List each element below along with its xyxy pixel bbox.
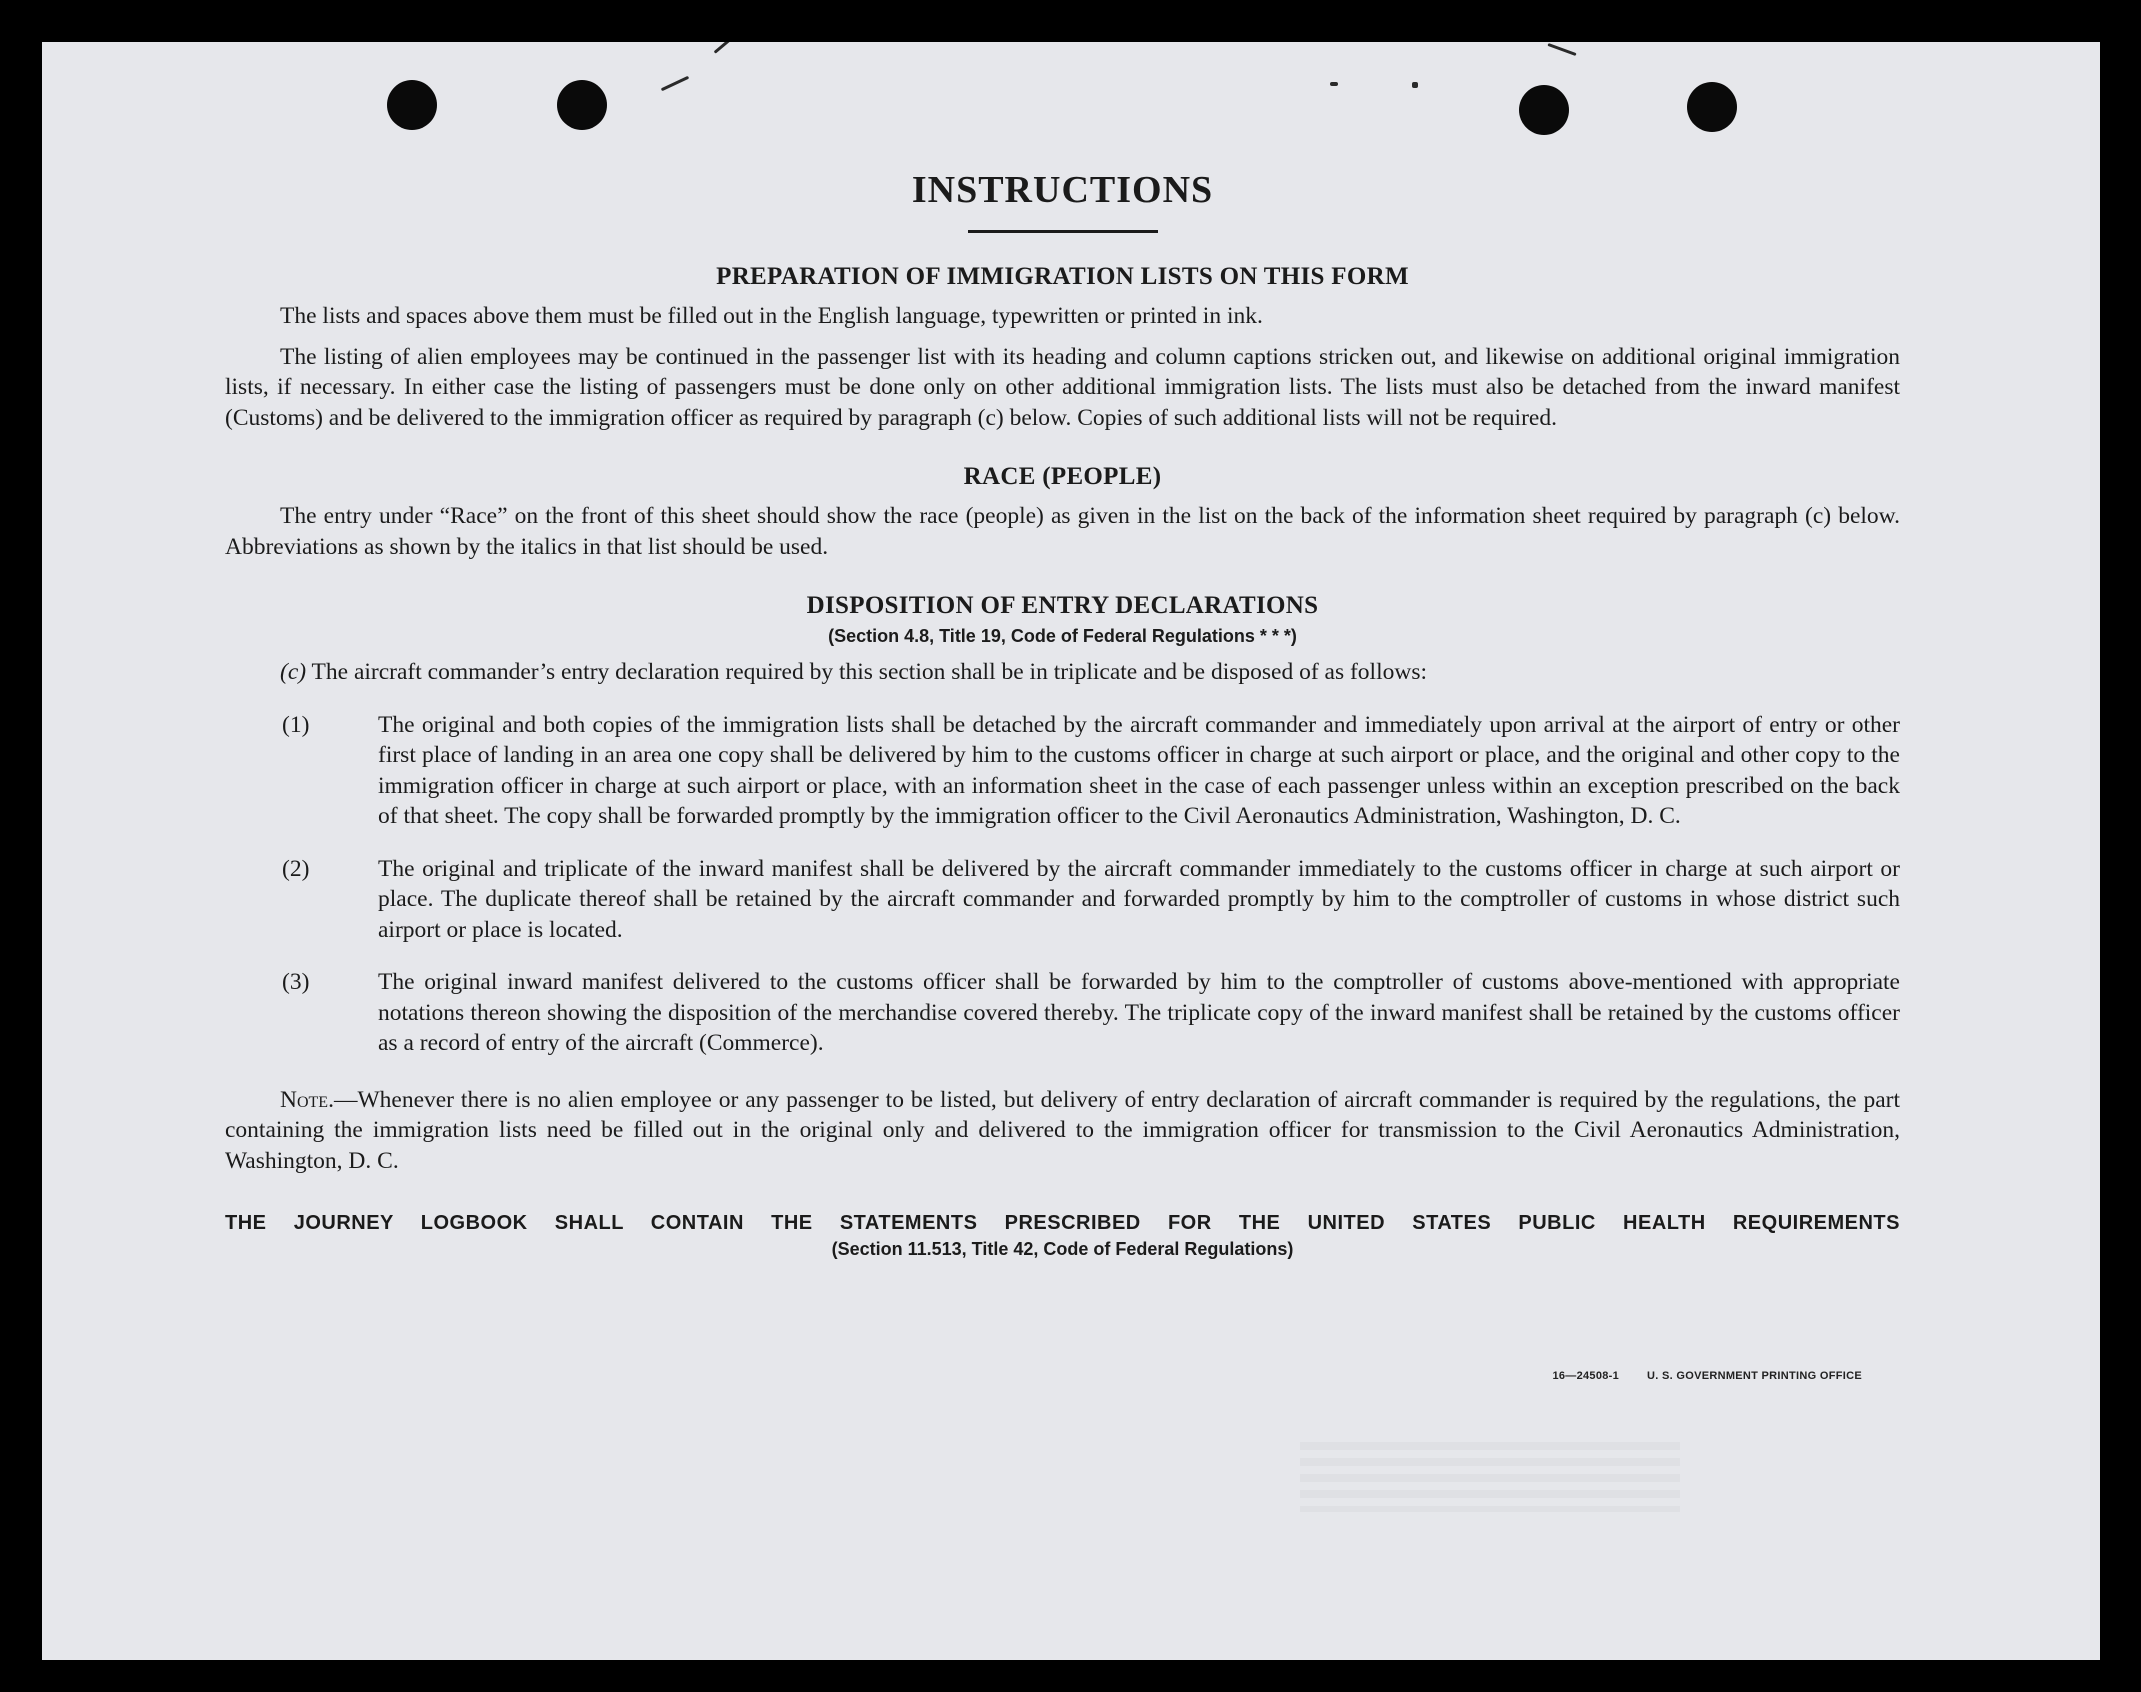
printer-name: U. S. GOVERNMENT PRINTING OFFICE xyxy=(1647,1370,1862,1382)
list-item xyxy=(282,854,1900,946)
citation: (Section 4.8, Title 19, Code of Federal Regulations * * *) xyxy=(828,626,1297,646)
section-heading-race: RACE (PEOPLE) xyxy=(963,463,1162,490)
note-text: —Whenever there is no alien employee or any passenger to be listed, but delivery of entry declaration of aircraft commander is required by the regulations, the part containing the immigration lists need be filled out in the original only and delivered to the immigration officer for transmission to the Civil Aeronautics Administration, Washington, D. C. xyxy=(225,1086,1900,1174)
section-heading-preparation: PREPARATION OF IMMIGRATION LISTS ON THIS FORM xyxy=(716,263,1409,290)
faded-show-through xyxy=(1300,1442,1680,1512)
instructions-content xyxy=(225,122,1900,1260)
page-title: INSTRUCTIONS xyxy=(911,169,1214,211)
paragraph: The listing of alien employees may be continued in the passenger list with its heading and column captions stricken out, and likewise on additional original immigration lists, if necessary. In either case the listing of passengers must be done only on other additional immigration lists. The lists must also be detached from the inward manifest (Customs) and be delivered to the immigration officer as required by paragraph (c) below. Copies of such additional lists will not be required. xyxy=(225,343,1900,431)
ink-speck xyxy=(661,76,689,91)
printer-imprint xyxy=(1552,1370,1862,1382)
ink-speck xyxy=(1412,82,1418,88)
journey-logbook-statement: THE JOURNEY LOGBOOK SHALL CONTAIN THE STATEMENTS PRESCRIBED FOR THE UNITED STATES PUBLIC HEALTH REQUIREMENTS xyxy=(225,1212,1900,1234)
item-text: The original inward manifest delivered to the customs officer shall be forwarded by him to the comptroller of customs above-mentioned with appropriate notations thereon showing the disposition of the merchandise covered thereby. The triplicate copy of the inward manifest shall be retained by the customs officer as a record of entry of the aircraft (Commerce). xyxy=(378,969,1900,1056)
item-number: (2) xyxy=(282,855,310,882)
ink-speck xyxy=(1330,82,1338,86)
paragraph: The lists and spaces above them must be filled out in the English language, typewritten or printed in ink. xyxy=(280,303,1263,329)
form-number: 16—24508-1 xyxy=(1552,1370,1620,1382)
paragraph-c xyxy=(280,657,1900,688)
list-item xyxy=(282,967,1900,1059)
note-paragraph xyxy=(225,1085,1900,1177)
list-item xyxy=(282,710,1900,832)
item-text: The original and triplicate of the inward manifest shall be delivered by the aircraft commander immediately to the customs officer in charge at such airport or place. The duplicate thereof shall be retained by the aircraft commander and forwarded promptly by him to the comptroller of customs in whose district such airport or place is located. xyxy=(378,855,1900,943)
paragraph-label: (c) xyxy=(280,659,307,685)
paragraph-text: The aircraft commander’s entry declaration required by this section shall be in triplicate and be disposed of as follows: xyxy=(311,659,1428,685)
note-label: Note. xyxy=(280,1086,334,1113)
journey-citation: (Section 11.513, Title 42, Code of Federal Regulations) xyxy=(831,1239,1294,1259)
section-heading-disposition: DISPOSITION OF ENTRY DECLARATIONS xyxy=(806,592,1319,619)
ink-speck xyxy=(1547,43,1576,56)
ink-speck xyxy=(714,42,733,54)
item-text: The original and both copies of the immigration lists shall be detached by the aircraft commander and immediately upon arrival at the airport of entry or other first place of landing in an area one copy shall be delivered by him to the customs officer in charge at such airport or place, and the original and other copy to the immigration officer in charge at such airport or place, with an information sheet in the case of each passenger unless within an exception prescribed on the back of that sheet. The copy shall be forwarded promptly by the immigration officer to the Civil Aeronautics Administration, Washington, D. C. xyxy=(378,711,1900,829)
title-rule xyxy=(968,230,1158,233)
paragraph: The entry under “Race” on the front of this sheet should show the race (people) as given in the list on the back of the information sheet required by paragraph (c) below. Abbreviations as shown by the italics in that list should be used. xyxy=(225,503,1900,560)
item-number: (3) xyxy=(282,969,310,995)
item-number: (1) xyxy=(282,711,310,738)
document-sheet xyxy=(42,42,2100,1660)
